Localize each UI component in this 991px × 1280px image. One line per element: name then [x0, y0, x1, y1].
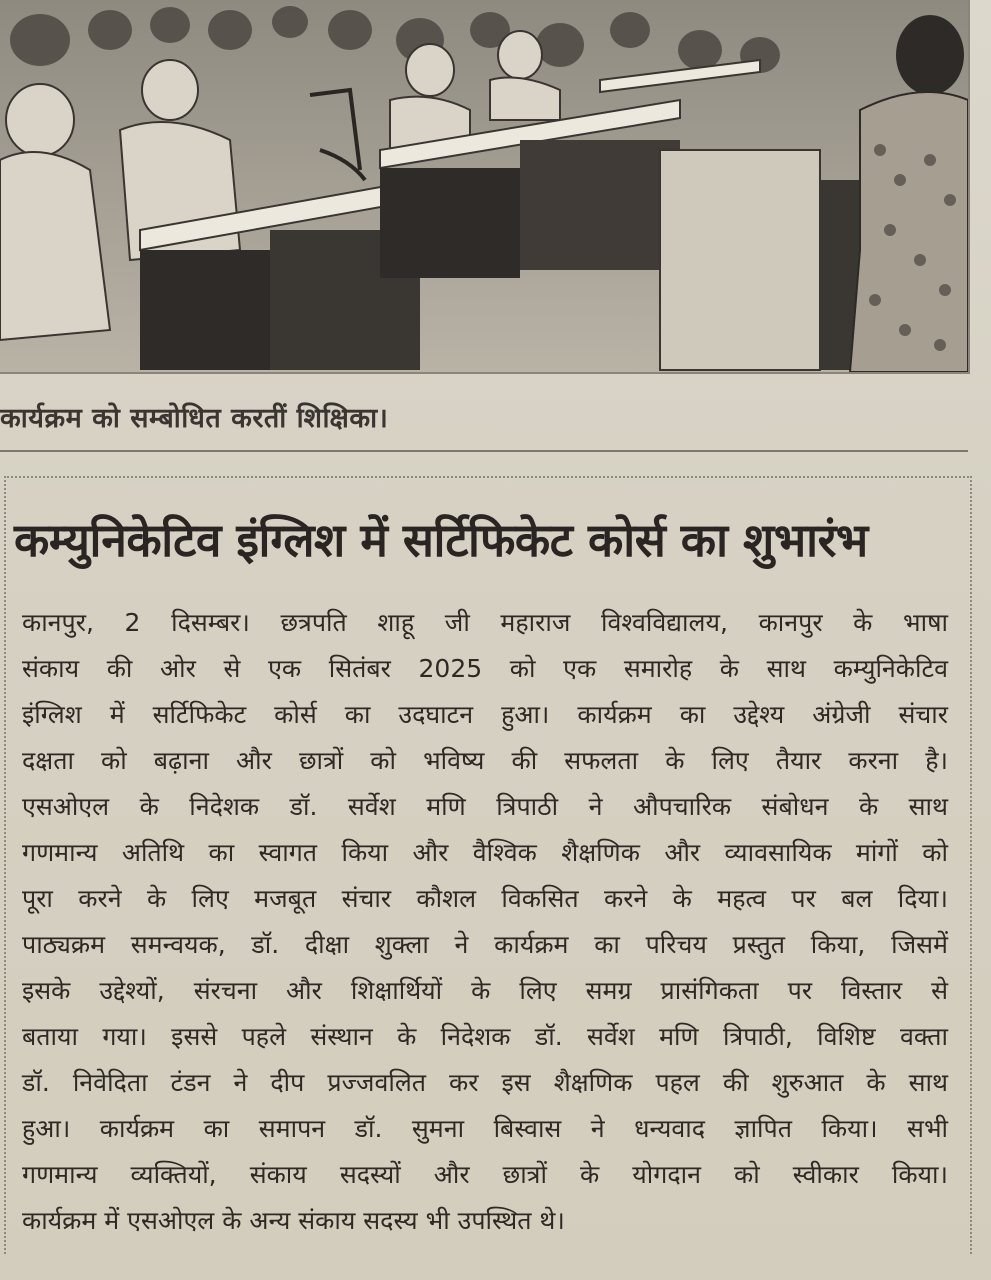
article-headline: कम्युनिकेटिव इंग्लिश में सर्टिफिकेट कोर्स का शुभारंभ: [14, 513, 868, 567]
classroom-photo: [0, 0, 970, 374]
article-line: संकाय की ओर से एक सितंबर 2025 को एक समारोह के साथ कम्युनिकेटिव: [22, 654, 948, 683]
article-line: कानपुर, 2 दिसम्बर। छत्रपति शाहू जी महाराज विश्वविद्यालय, कानपुर के भाषा: [22, 608, 948, 637]
article-line: दक्षता को बढ़ाना और छात्रों को भविष्य की सफलता के लिए तैयार करना है।: [22, 746, 948, 775]
article-line: पाठ्यक्रम समन्वयक, डॉ. दीक्षा शुक्ला ने कार्यक्रम का परिचय प्रस्तुत किया, जिसमें: [22, 930, 948, 959]
article-line: डॉ. निवेदिता टंडन ने दीप प्रज्जवलित कर इस शैक्षणिक पहल की शुरुआत के साथ: [22, 1068, 948, 1097]
article-line: इसके उद्देश्यों, संरचना और शिक्षार्थियों के लिए समग्र प्रासंगिकता पर विस्तार से: [22, 976, 948, 1005]
article-line: पूरा करने के लिए मजबूत संचार कौशल विकसित करने के महत्व पर बल दिया।: [22, 884, 948, 913]
article-body: [22, 600, 948, 1244]
article-line: इंग्लिश में सर्टिफिकेट कोर्स का उदघाटन हुआ। कार्यक्रम का उद्देश्य अंग्रेजी संचार: [22, 700, 948, 729]
divider: [0, 450, 968, 452]
article-line: हुआ। कार्यक्रम का समापन डॉ. सुमना बिस्वास ने धन्यवाद ज्ञापित किया। सभी: [22, 1114, 948, 1143]
article-line: एसओएल के निदेशक डॉ. सर्वेश मणि त्रिपाठी ने औपचारिक संबोधन के साथ: [22, 792, 948, 821]
photo-caption: कार्यक्रम को सम्बोधित करतीं शिक्षिका।: [0, 403, 389, 434]
article-line: गणमान्य व्यक्तियों, संकाय सदस्यों और छात्रों के योगदान को स्वीकार किया।: [22, 1160, 948, 1189]
article-line: बताया गया। इससे पहले संस्थान के निदेशक डॉ. सर्वेश मणि त्रिपाठी, विशिष्ट वक्ता: [22, 1022, 948, 1051]
article-line: कार्यक्रम में एसओएल के अन्य संकाय सदस्य भी उपस्थित थे।: [22, 1206, 565, 1235]
article-line: गणमान्य अतिथि का स्वागत किया और वैश्विक शैक्षणिक और व्यावसायिक मांगों को: [22, 838, 948, 867]
